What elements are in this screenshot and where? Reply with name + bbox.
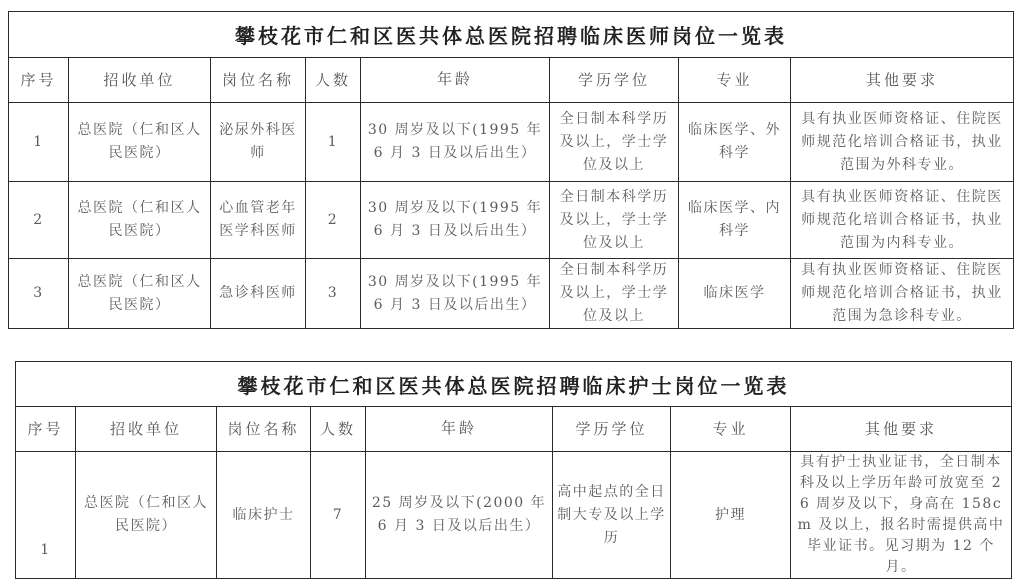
cell-age: 30 周岁及以下(1995 年 6 月 3 日及以后出生）: [361, 182, 550, 259]
header-age: 年龄: [361, 58, 550, 103]
cell-unit: 总医院（仁和区人民医院）: [69, 259, 211, 329]
header-seq: 序号: [16, 407, 76, 452]
cell-age: 30 周岁及以下(1995 年 6 月 3 日及以后出生）: [361, 103, 550, 182]
cell-major: 临床医学: [679, 259, 791, 329]
cell-seq: 1: [16, 452, 76, 579]
header-row: [16, 407, 1012, 452]
table-title: 攀枝花市仁和区医共体总医院招聘临床医师岗位一览表: [9, 12, 1014, 58]
cell-other: 具有执业医师资格证、住院医师规范化培训合格证书，执业范围为内科专业。: [791, 182, 1014, 259]
header-count: 人数: [311, 407, 366, 452]
cell-position: 心血管老年医学科医师: [211, 182, 306, 259]
table-row: [16, 452, 1012, 579]
header-education: 学历学位: [553, 407, 671, 452]
header-row: [9, 58, 1014, 103]
header-major: 专业: [679, 58, 791, 103]
cell-unit: 总医院（仁和区人民医院）: [76, 452, 217, 579]
cell-other: 具有执业医师资格证、住院医师规范化培训合格证书，执业范围为外科专业。: [791, 103, 1014, 182]
header-position: 岗位名称: [211, 58, 306, 103]
cell-education: 高中起点的全日制大专及以上学历: [553, 452, 671, 579]
cell-seq: 1: [9, 103, 69, 182]
cell-education: 全日制本科学历及以上，学士学位及以上: [550, 103, 679, 182]
cell-seq: 3: [9, 259, 69, 329]
table-row: [9, 182, 1014, 259]
header-other: 其他要求: [791, 407, 1012, 452]
cell-age: 30 周岁及以下(1995 年 6 月 3 日及以后出生）: [361, 259, 550, 329]
cell-seq: 2: [9, 182, 69, 259]
table-row: [9, 259, 1014, 329]
header-unit: 招收单位: [76, 407, 217, 452]
cell-major: 护理: [671, 452, 791, 579]
cell-count: 7: [311, 452, 366, 579]
header-count: 人数: [306, 58, 361, 103]
cell-position: 急诊科医师: [211, 259, 306, 329]
header-unit: 招收单位: [69, 58, 211, 103]
cell-major: 临床医学、内科学: [679, 182, 791, 259]
table-title: 攀枝花市仁和区医共体总医院招聘临床护士岗位一览表: [16, 362, 1012, 407]
header-other: 其他要求: [791, 58, 1014, 103]
cell-count: 2: [306, 182, 361, 259]
header-seq: 序号: [9, 58, 69, 103]
header-position: 岗位名称: [217, 407, 311, 452]
physician-recruitment-table: [8, 11, 1014, 329]
cell-count: 3: [306, 259, 361, 329]
cell-position: 临床护士: [217, 452, 311, 579]
cell-unit: 总医院（仁和区人民医院）: [69, 182, 211, 259]
header-major: 专业: [671, 407, 791, 452]
cell-age: 25 周岁及以下(2000 年 6 月 3 日及以后出生）: [366, 452, 553, 579]
nurse-recruitment-table: [15, 361, 1012, 579]
cell-count: 1: [306, 103, 361, 182]
cell-education: 全日制本科学历及以上，学士学位及以上: [550, 182, 679, 259]
header-education: 学历学位: [550, 58, 679, 103]
cell-other: 具有执业医师资格证、住院医师规范化培训合格证书，执业范围为急诊科专业。: [791, 259, 1014, 329]
table-row: [9, 103, 1014, 182]
cell-education: 全日制本科学历及以上，学士学位及以上: [550, 259, 679, 329]
cell-unit: 总医院（仁和区人民医院）: [69, 103, 211, 182]
cell-position: 泌尿外科医师: [211, 103, 306, 182]
header-age: 年龄: [366, 407, 553, 452]
cell-major: 临床医学、外科学: [679, 103, 791, 182]
cell-other: 具有护士执业证书，全日制本科及以上学历年龄可放宽至 26 周岁及以下，身高在 158cm 及以上，报名时需提供高中毕业证书。见习期为 12 个月。: [791, 452, 1012, 579]
